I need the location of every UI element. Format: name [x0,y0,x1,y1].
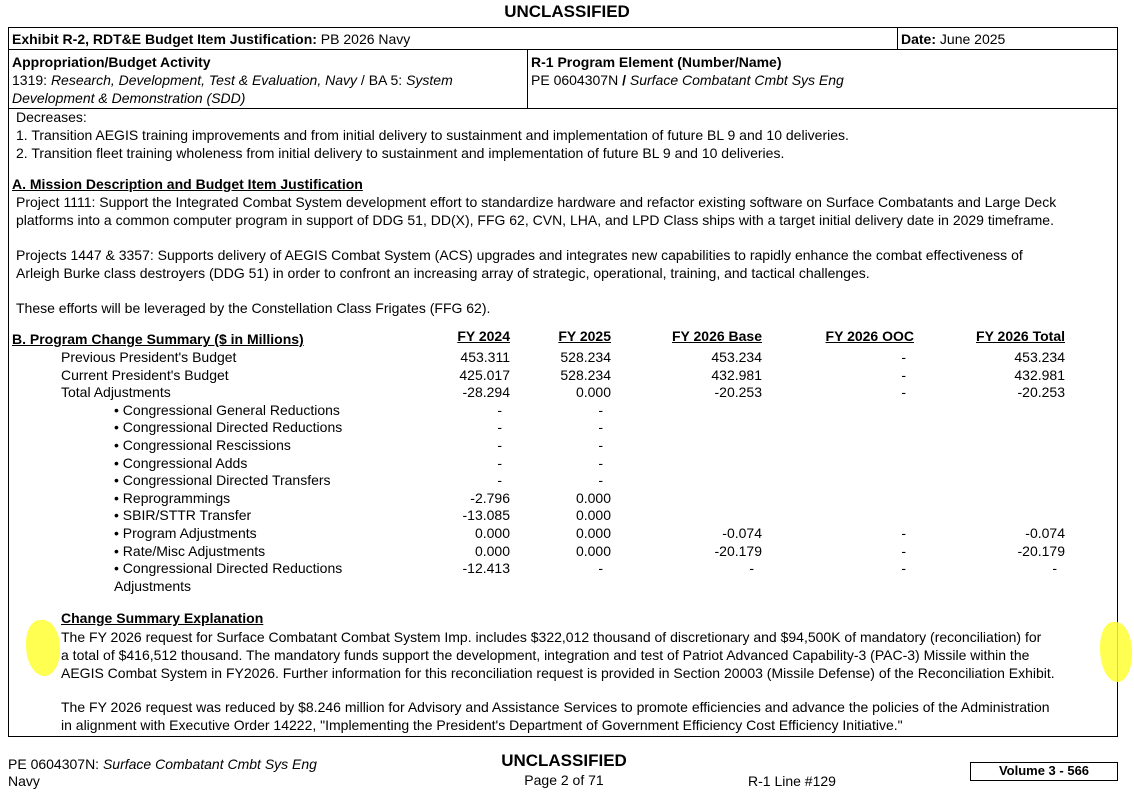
decrease-item: 2. Transition fleet training wholeness from initial delivery to sustainment and implementation of future BL 9 and 10 deliveries. [16,145,785,161]
row-label: • Congressional Directed Reductions [114,419,343,436]
row-value: 432.981 [1014,366,1065,383]
row-value: 0.000 [575,489,611,506]
program-element-block: R-1 Program Element (Number/Name) PE 0604307N / Surface Combatant Cmbt Sys Eng [531,54,844,88]
explanation-line: in alignment with Executive Order 14222, "Implementing the President's Department of Government Efficiency Cost Efficiency Initiative." [61,717,903,733]
explanation-line: The FY 2026 request for Surface Combatant Combat System Imp. includes $322,012 thousand of discretionary and $94,500K of mandatory (reconciliation) for [61,629,1042,645]
classification-banner-bottom: UNCLASSIFIED [501,751,627,770]
row-value: - [901,366,906,383]
row-value: 432.981 [711,366,762,383]
row-value: - [598,560,603,577]
explanation-heading: Change Summary Explanation [61,610,264,626]
row-value: 0.000 [575,525,611,541]
row-value: - [749,560,754,577]
change-summary-heading: B. Program Change Summary ($ in Millions) [12,331,304,347]
explanation-line: a total of $416,512 thousand. The mandatory funds support the development, integration and test of Patriot Advanced Capability-3 (PAC-3) Missile within the [61,647,1030,663]
exhibit-title: Exhibit R-2, RDT&E Budget Item Justification: PB 2026 Navy [12,31,411,47]
explanation-line: The FY 2026 request was reduced by $8.246 million for Advisory and Assistance Services to promote efficiencies and advance the policies of the Administration [61,699,1050,715]
row-value: - [901,525,906,541]
row-value: - [598,454,603,471]
row-value: - [497,401,502,418]
row-value: - [497,454,502,471]
row-value: -20.253 [714,384,762,401]
row-label: • Reprogrammings [114,489,231,506]
row-label: • Congressional General Reductions [114,401,340,418]
row-value: -20.179 [1017,542,1065,559]
column-header: FY 2024 [457,328,510,344]
row-label: Total Adjustments [61,384,171,401]
row-value: -13.085 [462,507,510,524]
mission-paragraph-line: platforms into a common computer program in support of DDG 51, DD(X), FFG 62, CVN, LHA, and LPD Class ships with a target initial delivery date in 2029 timeframe. [16,212,1054,228]
exhibit-date: Date: June 2025 [901,31,1006,47]
column-header: FY 2025 [558,328,611,344]
classification-banner-top: UNCLASSIFIED [504,2,630,21]
row-label: Current President's Budget [61,366,229,383]
row-value: - [901,384,906,401]
row-value: -0.074 [722,525,762,541]
mission-paragraph-line: Projects 1447 & 3357: Supports delivery of AEGIS Combat System (ACS) upgrades and integrates new capabilities to rapidly enhance the combat effectiveness of [16,247,1023,263]
row-value: 0.000 [575,542,611,559]
highlight-mark-right [1100,622,1132,682]
row-label: • Congressional Rescissions [114,437,291,453]
header-bottom-divider [9,108,1117,109]
row-value: - [901,349,906,365]
row-label: • Congressional Directed Transfers [114,472,331,489]
footer-page-number: Page 2 of 71 [524,772,604,788]
row-value: 453.234 [711,349,762,365]
row-value: -12.413 [462,560,510,577]
appropriation-block: Appropriation/Budget Activity 1319: Research, Development, Test & Evaluation, Navy / BA 5: System Development & Demonstration (SDD) [12,54,453,106]
decrease-item: 1. Transition AEGIS training improvements and from initial delivery to sustainment and implementation of future BL 9 and 10 deliveries. [16,127,849,143]
footer-r1-line: R-1 Line #129 [748,773,836,789]
date-divider [897,28,898,49]
column-header: FY 2026 OOC [825,328,914,344]
row-value: - [901,542,906,559]
row-value: - [497,472,502,489]
row-value: - [598,401,603,418]
column-header: FY 2026 Base [671,328,762,344]
mission-paragraph-line: Project 1111: Support the Integrated Combat System development effort to standardize hardware and refactor existing software on Surface Combatants and Large Deck [16,194,1057,210]
row-value: - [497,437,502,453]
row-value: 453.234 [1014,349,1065,365]
footer-service: Navy [8,773,40,789]
row-value: 0.000 [575,507,611,524]
row-label: • SBIR/STTR Transfer [114,507,252,524]
footer-program-element: PE 0604307N: Surface Combatant Cmbt Sys Eng [8,756,317,772]
row-value: 528.234 [560,349,611,365]
row-value: - [598,419,603,436]
row-value: - [497,419,502,436]
footer-volume-box: Volume 3 - 566 [970,762,1118,781]
header-divider [9,49,1117,50]
row-value: 0.000 [474,525,510,541]
row-value: - [598,437,603,453]
row-label-continued: Adjustments [114,577,192,594]
row-label: • Rate/Misc Adjustments [114,542,266,559]
row-value: -20.253 [1017,384,1065,401]
explanation-line: AEGIS Combat System in FY2026. Further information for this reconciliation request is provided in Section 20003 (Missile Defense) of the Reconciliation Exhibit. [61,665,1055,681]
mission-heading: A. Mission Description and Budget Item Justification [12,176,363,192]
row-value: 0.000 [575,384,611,401]
row-label: • Congressional Directed Reductions [114,560,343,577]
row-label: • Program Adjustments [114,525,257,541]
row-value: - [598,472,603,489]
r1-divider [527,49,528,108]
mission-paragraph-line: These efforts will be leveraged by the Constellation Class Frigates (FFG 62). [16,300,491,316]
row-label: Previous President's Budget [61,349,237,365]
decreases-title: Decreases: [16,109,87,125]
row-value: -2.796 [470,489,510,506]
row-value: 453.311 [460,349,510,365]
highlight-mark-left [26,620,60,676]
row-value: 0.000 [474,542,510,559]
row-value: 425.017 [459,366,510,383]
row-value: -28.294 [462,384,510,401]
column-header: FY 2026 Total [976,328,1065,344]
row-value: - [1052,560,1057,577]
row-value: -0.074 [1025,525,1065,541]
row-value: -20.179 [714,542,762,559]
row-value: - [901,560,906,577]
mission-paragraph-line: Arleigh Burke class destroyers (DDG 51) in order to confront an increasing array of strategic, operational, training, and tactical challenges. [16,265,870,281]
row-label: • Congressional Adds [114,454,248,471]
row-value: 528.234 [560,366,611,383]
